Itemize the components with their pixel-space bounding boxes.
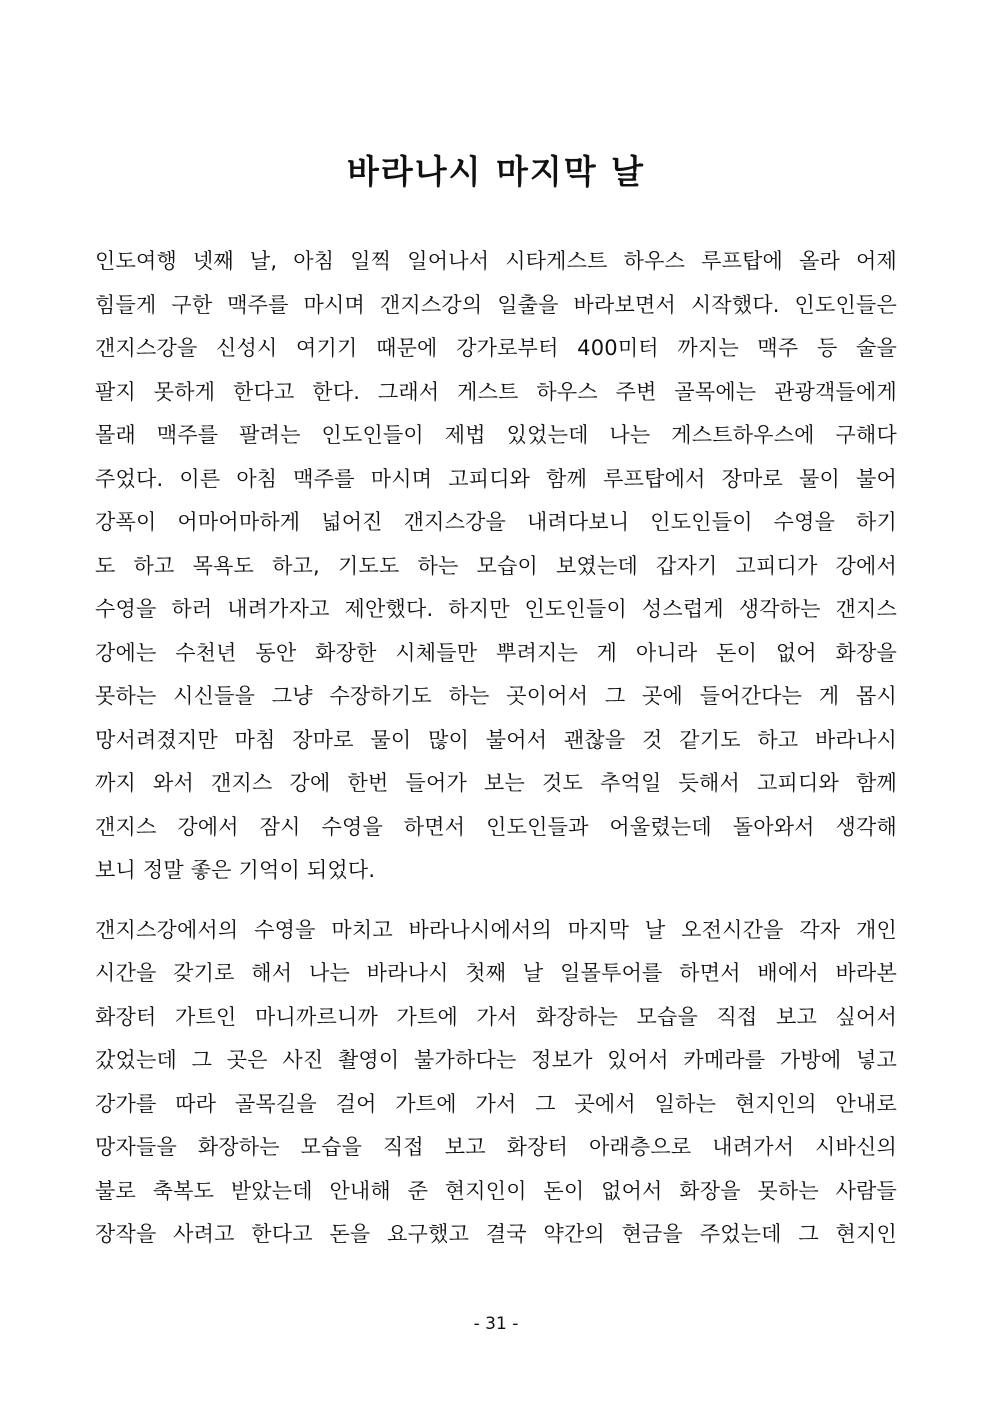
text-line: 보니 정말 좋은 기억이 되었다. bbox=[95, 858, 376, 882]
text-line: 장작을 사려고 한다고 돈을 요구했고 결국 약간의 현금을 주었는데 그 현지인 bbox=[95, 1222, 897, 1246]
text-line: 인도여행 넷째 날, 아침 일찍 일어나서 시타게스트 하우스 루프탑에 올라 어제 bbox=[95, 249, 897, 273]
text-line: 못하는 시신들을 그냥 수장하기도 하는 곳이어서 그 곳에 들어간다는 게 몹시 bbox=[95, 684, 897, 708]
text-line: 화장터 가트인 마니까르니까 가트에 가서 화장하는 모습을 직접 보고 싶어서 bbox=[95, 1004, 897, 1029]
text-line: 강가를 따라 골목길을 걸어 가트에 가서 그 곳에서 일하는 현지인의 안내로 bbox=[95, 1091, 897, 1116]
text-line: 강에는 수천년 동안 화장한 시체들만 뿌려지는 게 아니라 돈이 없어 화장을 bbox=[95, 640, 897, 665]
text-line: 수영을 하러 내려가자고 제안했다. 하지만 인도인들이 성스럽게 생각하는 갠지스 bbox=[95, 597, 897, 621]
text-line: 시간을 갖기로 해서 나는 바라나시 첫째 날 일몰투어를 하면서 배에서 바라본 bbox=[95, 961, 897, 985]
text-line: 까지 와서 갠지스 강에 한번 들어가 보는 것도 추억일 듯해서 고피디와 함께 bbox=[95, 771, 897, 795]
text-line: 힘들게 구한 맥주를 마시며 갠지스강의 일출을 바라보면서 시작했다. 인도인들은 bbox=[95, 292, 897, 317]
text-line: 불로 축복도 받았는데 안내해 준 현지인이 돈이 없어서 화장을 못하는 사람들 bbox=[95, 1178, 897, 1203]
text-line: 팔지 못하게 한다고 한다. 그래서 게스트 하우스 주변 골목에는 관광객들에게 bbox=[95, 379, 897, 404]
page-title: 바라나시 마지막 날 bbox=[346, 152, 645, 192]
body-text bbox=[95, 240, 897, 1257]
text-line: 갔었는데 그 곳은 사진 촬영이 불가하다는 정보가 있어서 카메라를 가방에 넣고 bbox=[95, 1048, 897, 1072]
text-line: 망서려졌지만 마침 장마로 물이 많이 불어서 괜찮을 것 같기도 하고 바라나시 bbox=[95, 727, 897, 752]
text-line: 갠지스 강에서 잠시 수영을 하면서 인도인들과 어울렸는데 돌아와서 생각해 bbox=[95, 814, 897, 839]
text-line: 갠지스강에서의 수영을 마치고 바라나시에서의 마지막 날 오전시간을 각자 개인 bbox=[95, 917, 897, 942]
text-line: 강폭이 어마어마하게 넓어진 갠지스강을 내려다보니 인도인들이 수영을 하기 bbox=[95, 510, 897, 534]
text-line: 도 하고 목욕도 하고, 기도도 하는 모습이 보였는데 갑자기 고피디가 강에서 bbox=[95, 553, 897, 578]
text-line: 주었다. 이른 아침 맥주를 마시며 고피디와 함께 루프탑에서 장마로 물이 불어 bbox=[95, 466, 897, 491]
page-number: - 31 - bbox=[473, 1314, 519, 1334]
text-line: 갠지스강을 신성시 여기기 때문에 강가로부터 400미터 까지는 맥주 등 술을 bbox=[95, 336, 897, 360]
paragraph-1 bbox=[95, 240, 897, 893]
text-line: 몰래 맥주를 팔려는 인도인들이 제법 있었는데 나는 게스트하우스에 구해다 bbox=[95, 423, 897, 447]
text-line: 망자들을 화장하는 모습을 직접 보고 화장터 아래층으로 내려가서 시바신의 bbox=[95, 1135, 897, 1159]
paragraph-2 bbox=[95, 909, 897, 1257]
